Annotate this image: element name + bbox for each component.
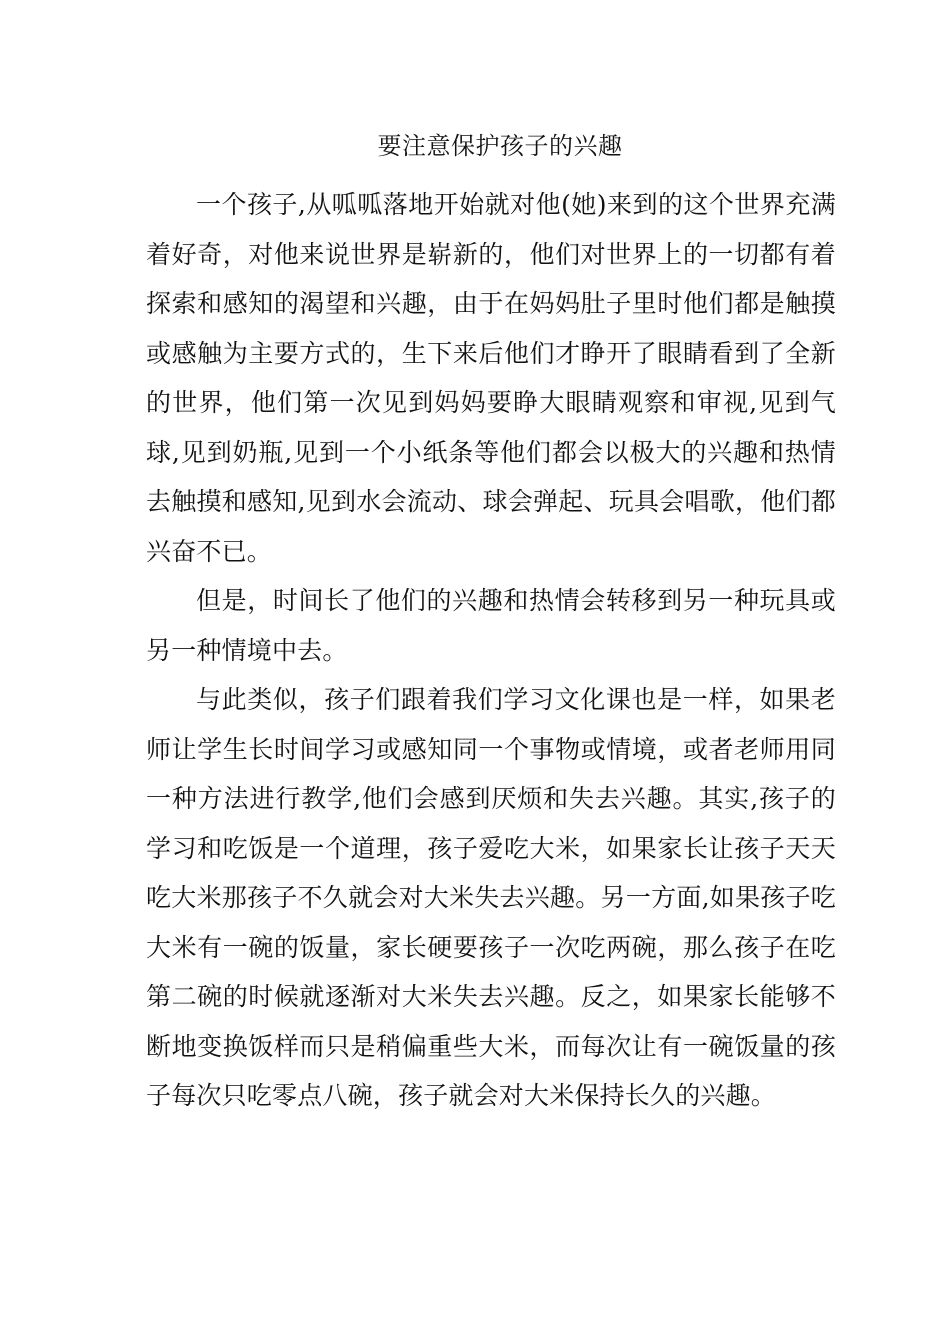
paragraph-1: 一个孩子,从呱呱落地开始就对他(她)来到的这个世界充满着好奇，对他来说世界是崭新的，他们对世界上的一切都有着探索和感知的渴望和兴趣，由于在妈妈肚子里时他们都是触摸或感触为主要方式的，生下来后他们才睁开了眼睛看到了全新的世界，他们第一次见到妈妈要睁大眼睛观察和审视,见到气球,见到奶瓶,见到一个小纸条等他们都会以极大的兴趣和热情去触摸和感知,见到水会流动、球会弹起、玩具会唱歌，他们都兴奋不已。 xyxy=(146,190,836,566)
paragraph-2: 但是，时间长了他们的兴趣和热情会转移到另一种玩具或另一种情境中去。 xyxy=(146,586,836,665)
document-title: 要注意保护孩子的兴趣 xyxy=(377,132,623,160)
paragraph-3: 与此类似，孩子们跟着我们学习文化课也是一样，如果老师让学生长时间学习或感知同一个事物或情境，或者老师用同一种方法进行教学,他们会感到厌烦和失去兴趣。其实,孩子的学习和吃饭是一个道理，孩子爱吃大米，如果家长让孩子天天吃大米那孩子不久就会对大米失去兴趣。另一方面,如果孩子吃大米有一碗的饭量，家长硬要孩子一次吃两碗，那么孩子在吃第二碗的时候就逐渐对大米失去兴趣。反之，如果家长能够不断地变换饭样而只是稍偏重些大米，而每次让有一碗饭量的孩子每次只吃零点八碗，孩子就会对大米保持长久的兴趣。 xyxy=(146,685,836,1110)
document-body xyxy=(146,180,836,1121)
